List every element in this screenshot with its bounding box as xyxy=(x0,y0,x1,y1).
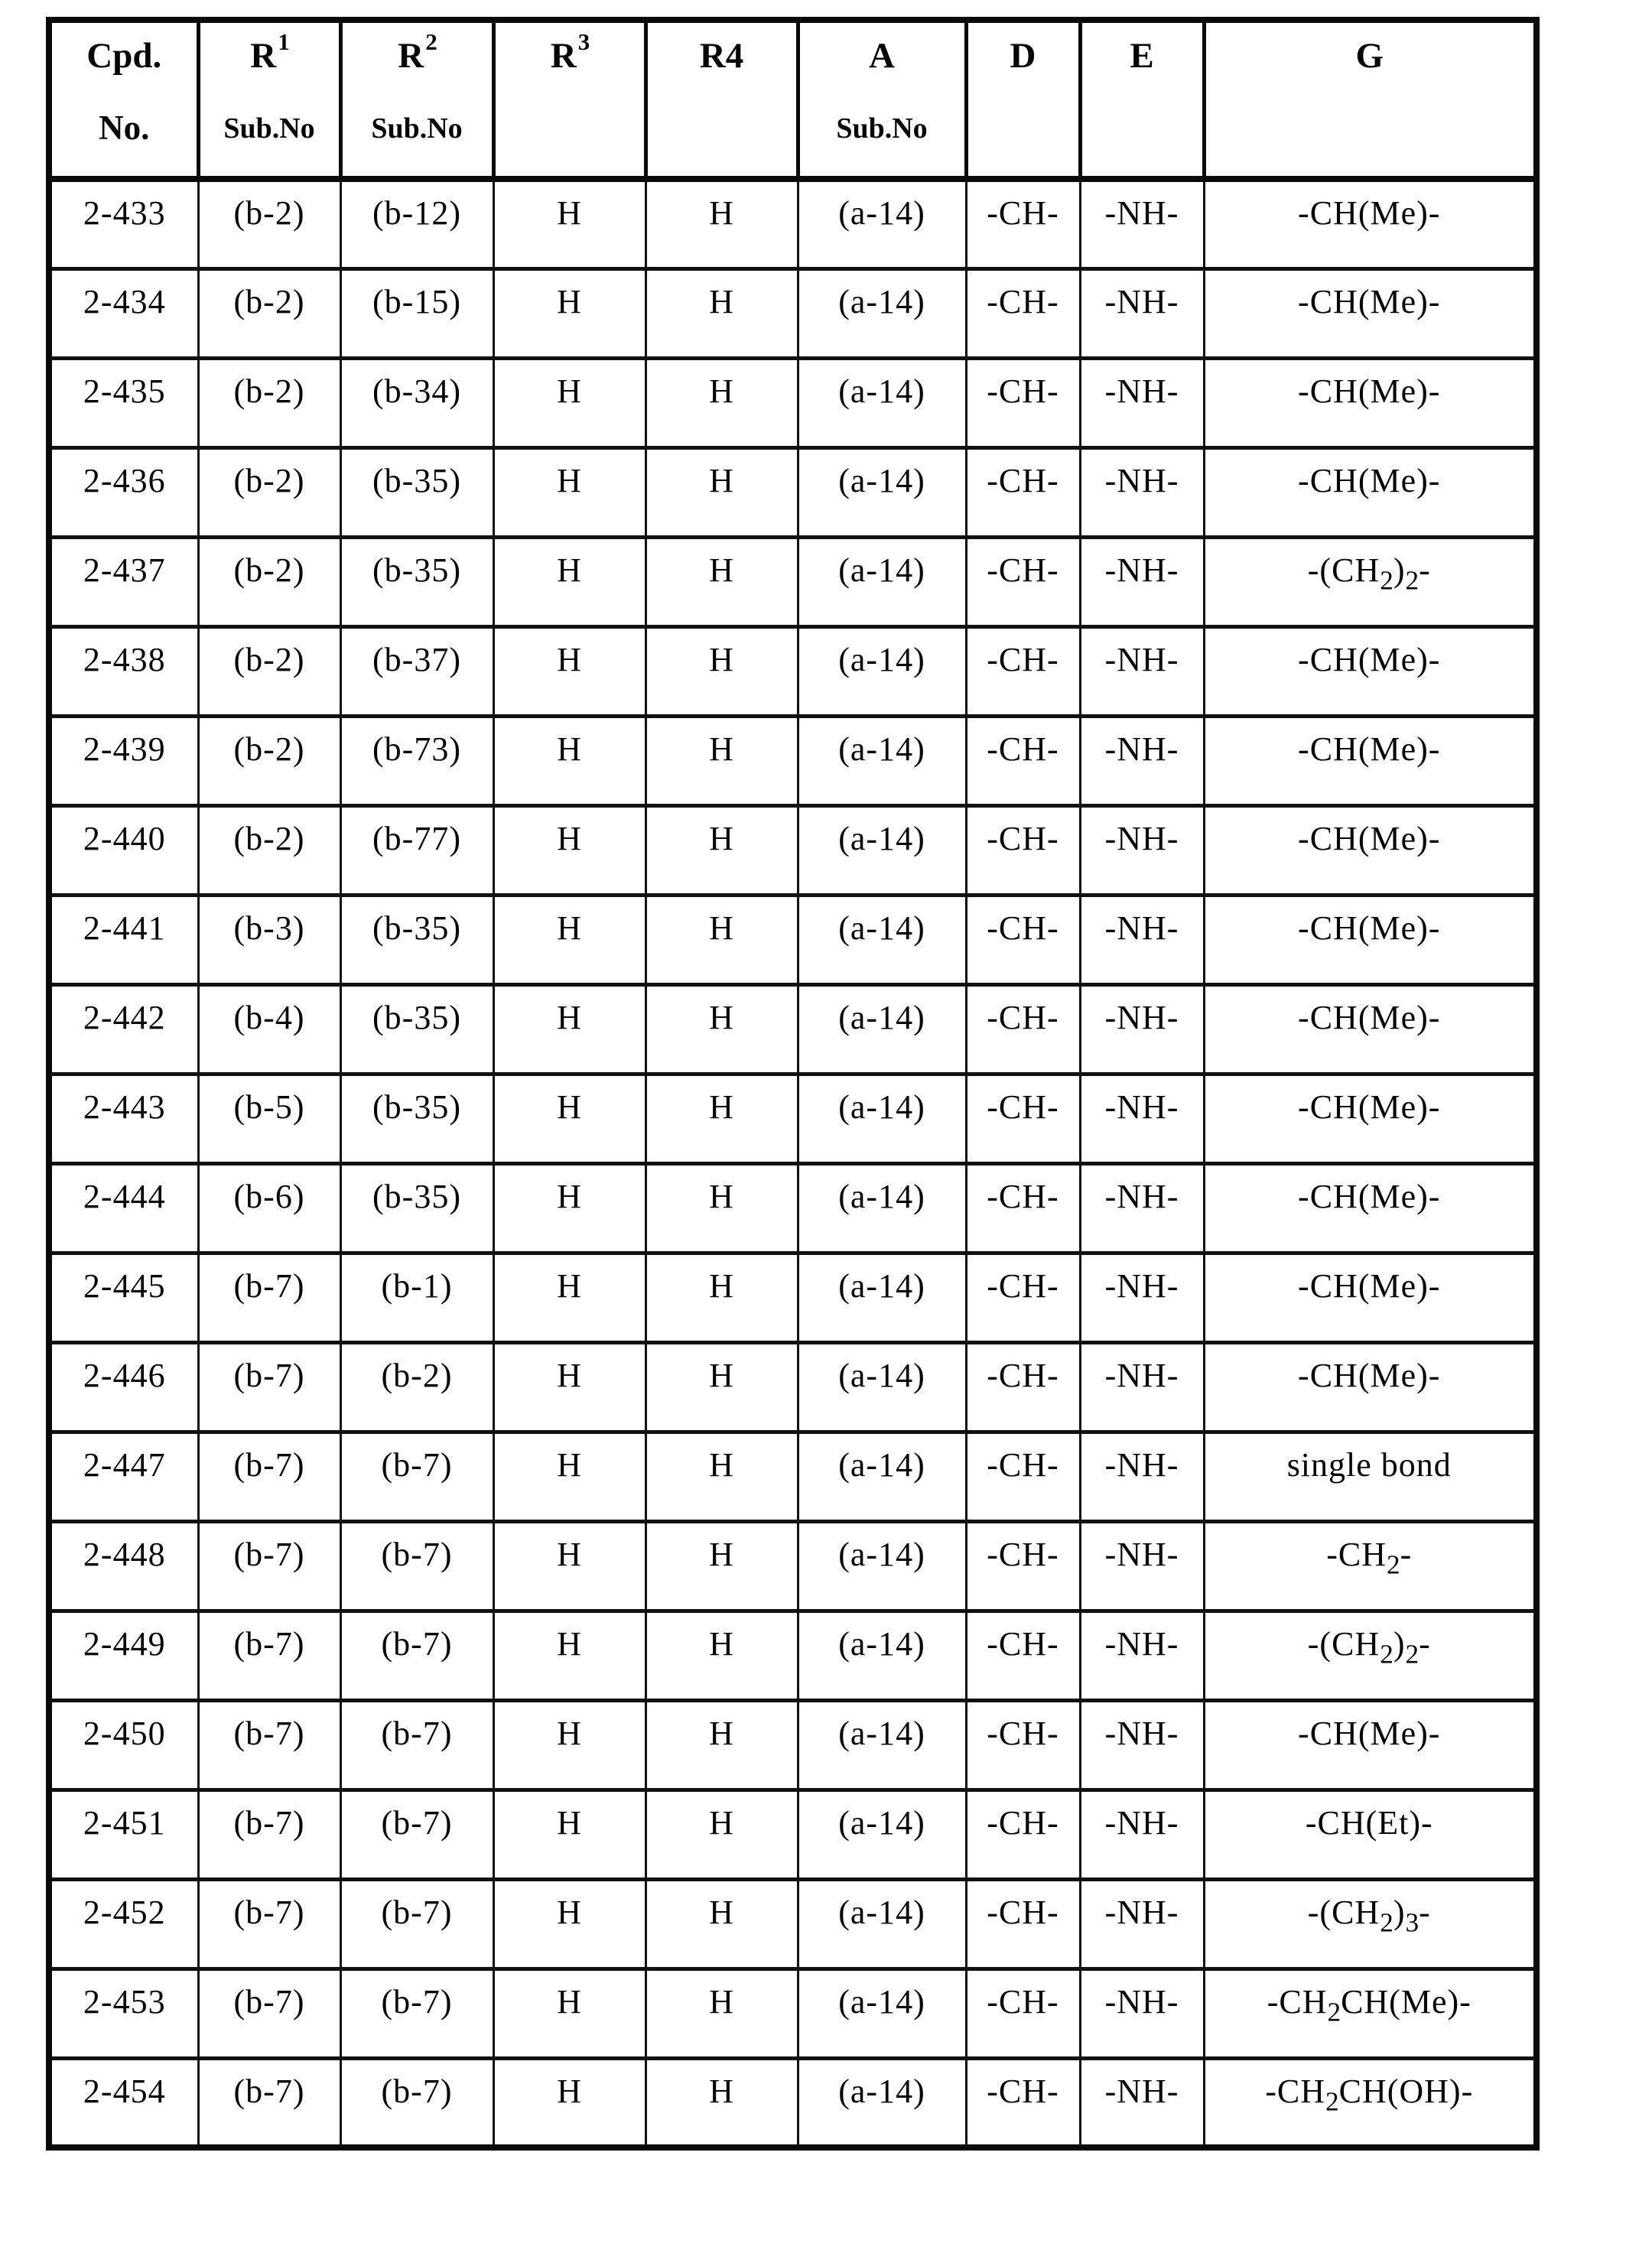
cell-g: $-CH_2CH(OH)-$ xyxy=(1204,2058,1537,2147)
cell-r3: H xyxy=(493,1969,646,2058)
column-sublabel-cpd-no: No. xyxy=(99,109,150,147)
cell-e: -NH- xyxy=(1080,1969,1204,2058)
column-header-r2 xyxy=(340,20,493,179)
cell-r3: H xyxy=(493,1879,646,1969)
cell-r4: H xyxy=(646,1253,798,1342)
cell-r2: (b-35) xyxy=(340,537,493,626)
cell-e: -NH- xyxy=(1080,895,1204,984)
table-header xyxy=(49,20,1537,179)
cell-e: -NH- xyxy=(1080,1074,1204,1163)
table-row xyxy=(49,895,1537,984)
cell-r2: (b-7) xyxy=(340,1432,493,1521)
cell-r3: H xyxy=(493,1163,646,1253)
cell-r3: H xyxy=(493,358,646,447)
cell-r3: H xyxy=(493,179,646,268)
cell-a: (a-14) xyxy=(798,1342,966,1432)
cell-r3: H xyxy=(493,1790,646,1879)
cell-r1: (b-2) xyxy=(198,358,340,447)
cell-d: -CH- xyxy=(966,2058,1080,2147)
cell-cpd-no: 2-454 xyxy=(49,2058,198,2147)
cell-r2: (b-7) xyxy=(340,1611,493,1700)
cell-d: -CH- xyxy=(966,1432,1080,1521)
cell-r1: (b-2) xyxy=(198,805,340,895)
column-sublabel-r2: Sub.No xyxy=(371,112,463,145)
cell-a: (a-14) xyxy=(798,1700,966,1790)
cell-d: -CH- xyxy=(966,537,1080,626)
cell-r4: H xyxy=(646,179,798,268)
column-label-r3: $R^3$ xyxy=(550,28,590,76)
cell-r1: (b-7) xyxy=(198,1790,340,1879)
cell-r3: H xyxy=(493,2058,646,2147)
cell-r1: (b-7) xyxy=(198,1521,340,1611)
cell-a: (a-14) xyxy=(798,268,966,358)
cell-r2: (b-35) xyxy=(340,895,493,984)
cell-d: -CH- xyxy=(966,895,1080,984)
cell-r1: (b-2) xyxy=(198,268,340,358)
cell-e: -NH- xyxy=(1080,1790,1204,1879)
cell-r2: (b-77) xyxy=(340,805,493,895)
cell-r3: H xyxy=(493,447,646,537)
cell-cpd-no: 2-449 xyxy=(49,1611,198,1700)
cell-d: -CH- xyxy=(966,1074,1080,1163)
cell-e: -NH- xyxy=(1080,179,1204,268)
cell-r2: (b-2) xyxy=(340,1342,493,1432)
cell-d: -CH- xyxy=(966,716,1080,805)
cell-cpd-no: 2-443 xyxy=(49,1074,198,1163)
cell-g: -CH(Me)- xyxy=(1204,895,1537,984)
table-row xyxy=(49,1521,1537,1611)
cell-d: -CH- xyxy=(966,984,1080,1074)
cell-r3: H xyxy=(493,626,646,716)
cell-a: (a-14) xyxy=(798,1163,966,1253)
table-row xyxy=(49,1253,1537,1342)
cell-e: -NH- xyxy=(1080,537,1204,626)
cell-r4: H xyxy=(646,805,798,895)
cell-r2: (b-7) xyxy=(340,1790,493,1879)
table-row xyxy=(49,2058,1537,2147)
column-label-e: E xyxy=(1130,36,1154,76)
cell-e: -NH- xyxy=(1080,1879,1204,1969)
cell-r3: H xyxy=(493,1074,646,1163)
cell-r2: (b-7) xyxy=(340,1700,493,1790)
cell-r2: (b-73) xyxy=(340,716,493,805)
cell-a: (a-14) xyxy=(798,626,966,716)
column-header-d xyxy=(966,20,1080,179)
cell-r2: (b-34) xyxy=(340,358,493,447)
cell-r4: H xyxy=(646,1074,798,1163)
cell-d: -CH- xyxy=(966,1879,1080,1969)
cell-d: -CH- xyxy=(966,1163,1080,1253)
table-row xyxy=(49,179,1537,268)
table-row xyxy=(49,1969,1537,2058)
table-row xyxy=(49,626,1537,716)
cell-e: -NH- xyxy=(1080,2058,1204,2147)
cell-r3: H xyxy=(493,1253,646,1342)
column-sublabel-r1: Sub.No xyxy=(223,112,315,145)
cell-a: (a-14) xyxy=(798,1879,966,1969)
cell-g: $-(CH_2)_2-$ xyxy=(1204,1611,1537,1700)
cell-r4: H xyxy=(646,1342,798,1432)
cell-cpd-no: 2-451 xyxy=(49,1790,198,1879)
cell-r4: H xyxy=(646,537,798,626)
cell-d: -CH- xyxy=(966,1342,1080,1432)
table-row xyxy=(49,268,1537,358)
cell-g: $-(CH_2)_2-$ xyxy=(1204,537,1537,626)
cell-r1: (b-7) xyxy=(198,2058,340,2147)
column-label-cpd-no: Cpd. xyxy=(86,36,162,76)
cell-d: -CH- xyxy=(966,626,1080,716)
cell-r3: H xyxy=(493,537,646,626)
column-header-r4 xyxy=(646,20,798,179)
cell-d: -CH- xyxy=(966,447,1080,537)
cell-r2: (b-35) xyxy=(340,984,493,1074)
cell-r1: (b-6) xyxy=(198,1163,340,1253)
cell-cpd-no: 2-433 xyxy=(49,179,198,268)
table-row xyxy=(49,537,1537,626)
cell-a: (a-14) xyxy=(798,805,966,895)
cell-cpd-no: 2-435 xyxy=(49,358,198,447)
cell-a: (a-14) xyxy=(798,1432,966,1521)
table-row xyxy=(49,1074,1537,1163)
cell-e: -NH- xyxy=(1080,805,1204,895)
cell-d: -CH- xyxy=(966,268,1080,358)
table-row xyxy=(49,1432,1537,1521)
cell-cpd-no: 2-450 xyxy=(49,1700,198,1790)
cell-g: $-CH_2-$ xyxy=(1204,1521,1537,1611)
cell-cpd-no: 2-445 xyxy=(49,1253,198,1342)
cell-r1: (b-7) xyxy=(198,1611,340,1700)
cell-g: -CH(Me)- xyxy=(1204,447,1537,537)
cell-r4: H xyxy=(646,1521,798,1611)
cell-g: -CH(Me)- xyxy=(1204,268,1537,358)
column-label-a: A xyxy=(869,36,895,76)
cell-g: -CH(Me)- xyxy=(1204,984,1537,1074)
cell-r1: (b-7) xyxy=(198,1969,340,2058)
column-sublabel-a: Sub.No xyxy=(836,112,928,145)
cell-e: -NH- xyxy=(1080,626,1204,716)
table-row xyxy=(49,1700,1537,1790)
cell-r4: H xyxy=(646,1790,798,1879)
table-row xyxy=(49,716,1537,805)
cell-r3: H xyxy=(493,1432,646,1521)
cell-a: (a-14) xyxy=(798,1969,966,2058)
cell-r4: H xyxy=(646,716,798,805)
cell-cpd-no: 2-444 xyxy=(49,1163,198,1253)
cell-r4: H xyxy=(646,1432,798,1521)
column-header-g xyxy=(1204,20,1537,179)
cell-r1: (b-4) xyxy=(198,984,340,1074)
cell-g: -CH(Me)- xyxy=(1204,1163,1537,1253)
cell-g: -CH(Et)- xyxy=(1204,1790,1537,1879)
cell-g: -CH(Me)- xyxy=(1204,626,1537,716)
cell-r2: (b-7) xyxy=(340,1521,493,1611)
column-header-r1 xyxy=(198,20,340,179)
cell-e: -NH- xyxy=(1080,984,1204,1074)
cell-d: -CH- xyxy=(966,358,1080,447)
cell-r4: H xyxy=(646,1969,798,2058)
cell-r3: H xyxy=(493,1700,646,1790)
column-header-r3 xyxy=(493,20,646,179)
cell-e: -NH- xyxy=(1080,1521,1204,1611)
cell-r4: H xyxy=(646,2058,798,2147)
cell-r1: (b-7) xyxy=(198,1342,340,1432)
cell-a: (a-14) xyxy=(798,984,966,1074)
column-label-d: D xyxy=(1010,36,1036,76)
cell-a: (a-14) xyxy=(798,179,966,268)
cell-r1: (b-2) xyxy=(198,626,340,716)
table-row xyxy=(49,447,1537,537)
cell-e: -NH- xyxy=(1080,1342,1204,1432)
cell-r2: (b-35) xyxy=(340,1074,493,1163)
cell-cpd-no: 2-448 xyxy=(49,1521,198,1611)
cell-d: -CH- xyxy=(966,179,1080,268)
cell-cpd-no: 2-453 xyxy=(49,1969,198,2058)
cell-e: -NH- xyxy=(1080,447,1204,537)
table-row xyxy=(49,1879,1537,1969)
column-label-g: G xyxy=(1355,36,1384,76)
table-body xyxy=(49,179,1537,2147)
cell-d: -CH- xyxy=(966,1969,1080,2058)
cell-r3: H xyxy=(493,895,646,984)
cell-e: -NH- xyxy=(1080,1163,1204,1253)
table-row xyxy=(49,1163,1537,1253)
cell-a: (a-14) xyxy=(798,716,966,805)
cell-r4: H xyxy=(646,1611,798,1700)
cell-r1: (b-7) xyxy=(198,1700,340,1790)
cell-e: -NH- xyxy=(1080,716,1204,805)
cell-a: (a-14) xyxy=(798,895,966,984)
cell-r1: (b-7) xyxy=(198,1253,340,1342)
cell-g: single bond xyxy=(1204,1432,1537,1521)
cell-e: -NH- xyxy=(1080,1611,1204,1700)
column-label-r4: R4 xyxy=(699,36,744,76)
cell-r2: (b-7) xyxy=(340,1969,493,2058)
cell-r3: H xyxy=(493,984,646,1074)
cell-g: -CH(Me)- xyxy=(1204,179,1537,268)
cell-r4: H xyxy=(646,626,798,716)
table-row xyxy=(49,984,1537,1074)
cell-r1: (b-3) xyxy=(198,895,340,984)
cell-d: -CH- xyxy=(966,1700,1080,1790)
cell-d: -CH- xyxy=(966,1790,1080,1879)
cell-e: -NH- xyxy=(1080,1700,1204,1790)
cell-g: -CH(Me)- xyxy=(1204,1074,1537,1163)
cell-r1: (b-7) xyxy=(198,1879,340,1969)
cell-g: -CH(Me)- xyxy=(1204,805,1537,895)
column-label-r1: $R^1$ xyxy=(250,28,290,76)
cell-d: -CH- xyxy=(966,805,1080,895)
cell-cpd-no: 2-452 xyxy=(49,1879,198,1969)
cell-g: $-CH_2CH(Me)-$ xyxy=(1204,1969,1537,2058)
column-header-cpd-no xyxy=(49,20,198,179)
cell-e: -NH- xyxy=(1080,358,1204,447)
cell-r2: (b-35) xyxy=(340,1163,493,1253)
cell-r4: H xyxy=(646,1879,798,1969)
cell-a: (a-14) xyxy=(798,537,966,626)
table-row xyxy=(49,1790,1537,1879)
cell-g: -CH(Me)- xyxy=(1204,1700,1537,1790)
table-row xyxy=(49,1611,1537,1700)
table-row xyxy=(49,1342,1537,1432)
column-header-e xyxy=(1080,20,1204,179)
cell-d: -CH- xyxy=(966,1253,1080,1342)
cell-cpd-no: 2-438 xyxy=(49,626,198,716)
column-header-a xyxy=(798,20,966,179)
cell-g: -CH(Me)- xyxy=(1204,716,1537,805)
cell-r4: H xyxy=(646,1700,798,1790)
table-row xyxy=(49,805,1537,895)
cell-r1: (b-2) xyxy=(198,537,340,626)
cell-r3: H xyxy=(493,805,646,895)
cell-r4: H xyxy=(646,447,798,537)
cell-r2: (b-37) xyxy=(340,626,493,716)
cell-r2: (b-7) xyxy=(340,1879,493,1969)
cell-r4: H xyxy=(646,268,798,358)
cell-r1: (b-2) xyxy=(198,716,340,805)
cell-a: (a-14) xyxy=(798,447,966,537)
cell-r3: H xyxy=(493,716,646,805)
cell-e: -NH- xyxy=(1080,1253,1204,1342)
compound-substituent-table xyxy=(46,17,1540,2151)
cell-cpd-no: 2-437 xyxy=(49,537,198,626)
cell-cpd-no: 2-439 xyxy=(49,716,198,805)
cell-cpd-no: 2-440 xyxy=(49,805,198,895)
cell-r3: H xyxy=(493,268,646,358)
cell-g: $-(CH_2)_3-$ xyxy=(1204,1879,1537,1969)
cell-cpd-no: 2-441 xyxy=(49,895,198,984)
cell-e: -NH- xyxy=(1080,268,1204,358)
cell-r4: H xyxy=(646,895,798,984)
cell-g: -CH(Me)- xyxy=(1204,358,1537,447)
cell-r2: (b-15) xyxy=(340,268,493,358)
header-row xyxy=(49,20,1537,179)
cell-a: (a-14) xyxy=(798,1521,966,1611)
cell-r1: (b-7) xyxy=(198,1432,340,1521)
cell-r1: (b-2) xyxy=(198,447,340,537)
cell-r2: (b-7) xyxy=(340,2058,493,2147)
cell-cpd-no: 2-436 xyxy=(49,447,198,537)
cell-r3: H xyxy=(493,1611,646,1700)
cell-a: (a-14) xyxy=(798,2058,966,2147)
cell-g: -CH(Me)- xyxy=(1204,1342,1537,1432)
cell-r1: (b-5) xyxy=(198,1074,340,1163)
cell-r2: (b-35) xyxy=(340,447,493,537)
cell-a: (a-14) xyxy=(798,1611,966,1700)
cell-cpd-no: 2-447 xyxy=(49,1432,198,1521)
cell-cpd-no: 2-434 xyxy=(49,268,198,358)
column-label-r2: $R^2$ xyxy=(398,28,437,76)
cell-r4: H xyxy=(646,358,798,447)
cell-g: -CH(Me)- xyxy=(1204,1253,1537,1342)
cell-d: -CH- xyxy=(966,1611,1080,1700)
cell-cpd-no: 2-446 xyxy=(49,1342,198,1432)
cell-r1: (b-2) xyxy=(198,179,340,268)
cell-r3: H xyxy=(493,1521,646,1611)
cell-r2: (b-12) xyxy=(340,179,493,268)
cell-r4: H xyxy=(646,1163,798,1253)
table-row xyxy=(49,358,1537,447)
cell-a: (a-14) xyxy=(798,1253,966,1342)
cell-r3: H xyxy=(493,1342,646,1432)
cell-cpd-no: 2-442 xyxy=(49,984,198,1074)
cell-e: -NH- xyxy=(1080,1432,1204,1521)
cell-a: (a-14) xyxy=(798,1074,966,1163)
cell-r2: (b-1) xyxy=(340,1253,493,1342)
cell-a: (a-14) xyxy=(798,1790,966,1879)
cell-r4: H xyxy=(646,984,798,1074)
cell-d: -CH- xyxy=(966,1521,1080,1611)
cell-a: (a-14) xyxy=(798,358,966,447)
